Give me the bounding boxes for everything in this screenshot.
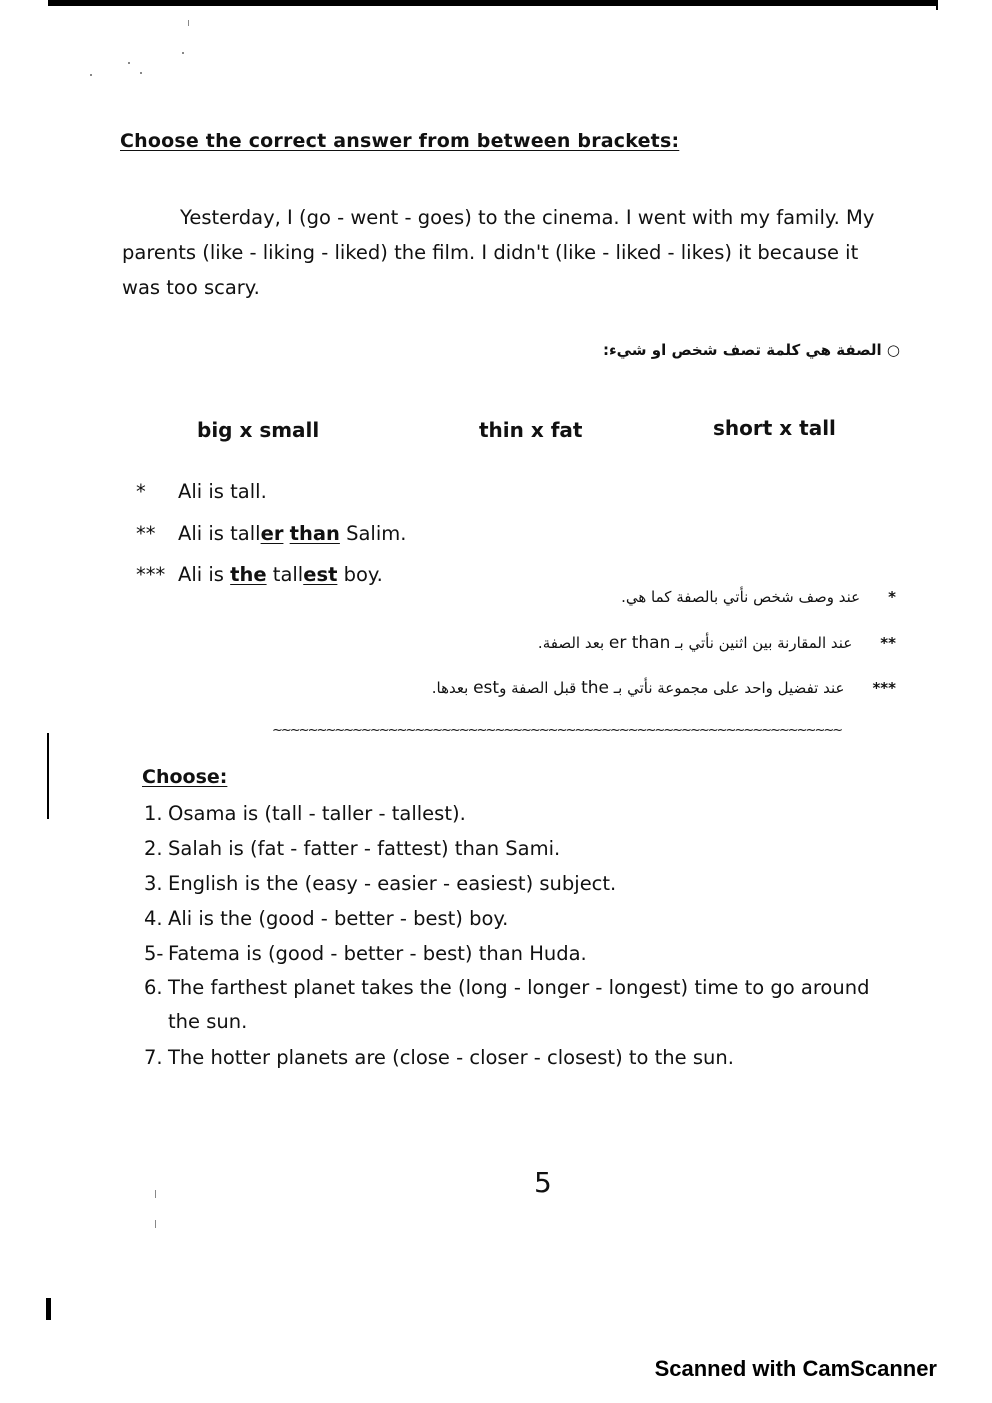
example-superlative [136,563,383,586]
scan-speck [155,1220,156,1228]
example-text: Ali is tall. [178,480,267,503]
scan-edge-mark [46,1298,51,1320]
question-number: 7. [144,1046,163,1069]
arabic-rule-comparative [538,633,896,653]
example-positive [136,480,267,503]
question-number: 5- [144,942,164,965]
adjective-pair: short x tall [713,416,836,440]
scan-speck [90,74,92,76]
rule-text: بعد الصفة. [537,634,609,652]
arabic-rule-positive [621,588,896,606]
page-number: 5 [534,1166,552,1199]
scan-speck [188,20,189,26]
exercise-heading: Choose the correct answer from between brackets: [120,130,680,152]
question-continuation: the sun. [168,1010,248,1033]
question-item [144,1041,884,1075]
adjective-pair: big x small [197,418,320,442]
question-item [144,937,884,971]
question-item [144,867,884,901]
suffix-er: er [260,522,284,545]
question-item [144,902,884,936]
top-border-corner [936,0,938,10]
question-text: English is the (easy - easier - easiest) subject. [168,872,617,895]
rule-text: عند وصف شخص نأتي بالصفة كما هي. [621,588,861,606]
suffix-est: est [303,563,338,586]
question-number: 6. [144,976,163,999]
example-text: boy. [337,563,383,586]
example-text: Ali is tall [178,522,261,545]
example-comparative [136,522,406,545]
paragraph-line-1: Yesterday, I (go - went - goes) to the cinema. I went with my family. My [180,206,875,229]
example-text: tall [266,563,304,586]
question-text: The hotter planets are (close - closer - closest) to the sun. [168,1046,734,1069]
question-item [144,832,884,866]
question-text: Salah is (fat - fatter - fattest) than Sami. [168,837,561,860]
example-text: Ali is [178,563,231,586]
question-text: Ali is the (good - better - best) boy. [168,907,509,930]
question-number: 1. [144,802,163,825]
rule-text: بعدها. [431,679,474,697]
word-the: the [230,563,267,586]
question-text: Fatema is (good - better - best) than Huda. [168,942,587,965]
adjective-pair: thin x fat [479,418,583,442]
choose-title: Choose: [142,766,228,788]
scan-speck [128,62,130,64]
rule-latin: er than [608,633,671,653]
rule-stars: ** [880,634,896,652]
paragraph-line-3: was too scary. [122,276,260,299]
word-than: than [289,522,340,545]
example-text: Salim. [339,522,407,545]
example-stars: *** [136,563,166,586]
example-stars: * [136,480,146,503]
scan-speck [155,1190,156,1198]
arabic-rule-superlative [432,678,896,698]
rule-stars: * [888,588,896,606]
example-stars: ** [136,522,156,545]
question-item [144,797,884,831]
scanner-watermark: Scanned with CamScanner [654,1356,937,1381]
question-text: Osama is (tall - taller - tallest). [168,802,466,825]
rule-text: قبل الصفة و [499,679,582,697]
section-divider: ~~~~~~~~~~~~~~~~~~~~~~~~~~~~~~~~~~~~~~~~~~~~~~~~~~~~~~~~~~~~~~~~ [272,723,842,738]
rule-text: عند المقارنة بين اثنين نأتي بـ [670,634,853,652]
question-text: The farthest planet takes the (long - longer - longest) time to go around [168,976,870,999]
question-item [144,971,884,1039]
top-border-line [48,0,938,6]
story-paragraph [122,200,902,305]
adjective-definition: ○ الصفة هي كلمة تصف شخص او شيء: [602,341,900,359]
scan-edge-mark [47,733,49,819]
question-number: 4. [144,907,163,930]
rule-latin: est [473,678,500,698]
question-number: 2. [144,837,163,860]
rule-text: عند تفضيل واحد على مجموعة نأتي بـ [608,679,845,697]
paragraph-line-2: parents (like - liking - liked) the film. I didn't (like - liked - likes) it because it [122,241,859,264]
scan-speck [182,52,184,54]
scan-speck [140,72,142,74]
question-number: 3. [144,872,163,895]
rule-latin: the [581,678,609,698]
rule-stars: *** [872,679,896,697]
